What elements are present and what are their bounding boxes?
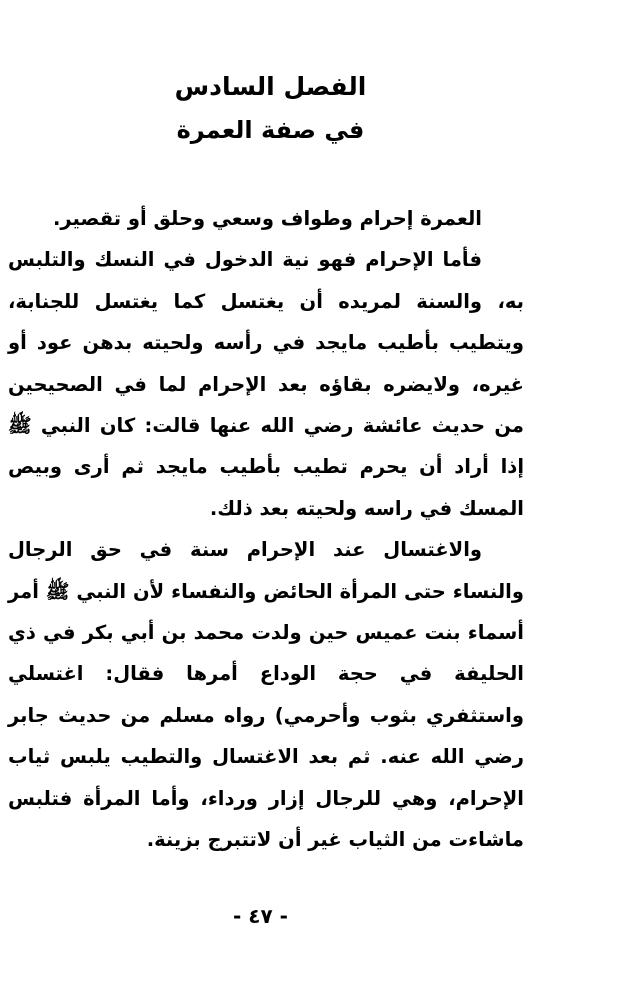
paragraph-1 — [8, 198, 524, 239]
paragraph-2-text: فأما الإحرام فهو نية الدخول في النسك والتلبس به، والسنة لمريده أن يغتسل كما يغتسل للجنابة، ويتطيب بأطيب مايجد في رأسه ولحيته بدهن عود أو غيره، ولايضره بقاؤه بعد الإحرام لما في الصحيحين من حديث عائشة رضي الله عنها قالت: كان النبي ﷺ إذا أراد أن يحرم تطيب بأطيب مايجد ثم أرى وبيص المسك في راسه ولحيته بعد ذلك. — [8, 248, 524, 520]
body-text — [8, 198, 524, 861]
paragraph-3-text: والاغتسال عند الإحرام سنة في حق الرجال والنساء حتى المرأة الحائض والنفساء لأن النبي ﷺ أمر أسماء بنت عميس حين ولدت محمد بن أبي بكر في ذي الحليفة في حجة الوداع أمرها فقال: اغتسلي واستثفري بثوب وأحرمي) رواه مسلم من حديث جابر رضي الله عنه. ثم بعد الاغتسال والتطيب يلبس ثياب الإحرام، وهي للرجال إزار ورداء، وأما المرأة فتلبس ماشاءت من الثياب غير أن لاتتبرج بزينة. — [8, 538, 524, 852]
page-number: - ٤٧ - — [233, 904, 288, 928]
paragraph-3 — [8, 529, 524, 860]
chapter-title: الفصل السادس — [174, 72, 367, 101]
chapter-subtitle: في صفة العمرة — [176, 116, 365, 144]
paragraph-2 — [8, 239, 524, 529]
paragraph-1-text: العمرة إحرام وطواف وسعي وحلق أو تقصير. — [53, 207, 482, 230]
